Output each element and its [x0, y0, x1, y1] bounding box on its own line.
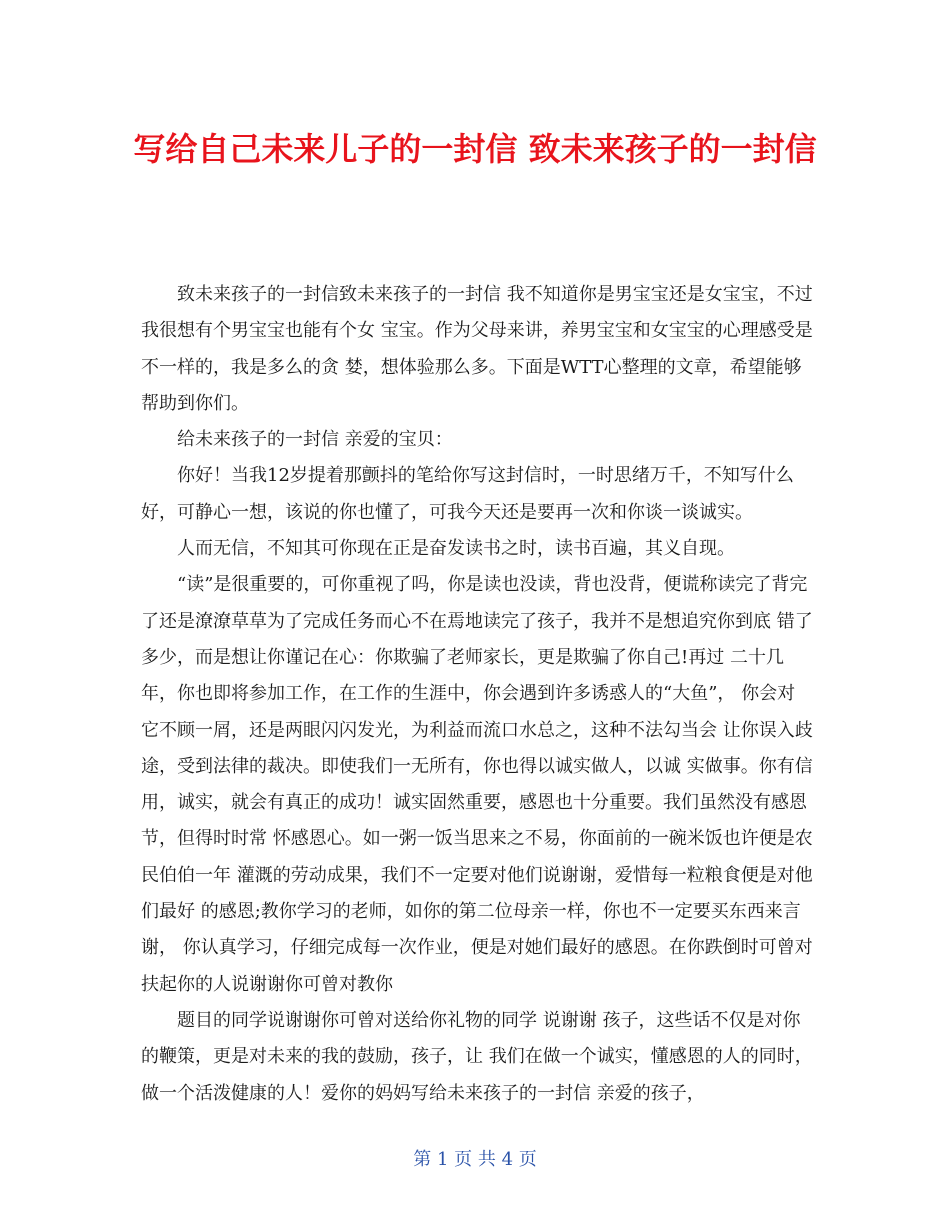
paragraph: 给未来孩子的一封信 亲爱的宝贝： [177, 429, 453, 451]
document-body [141, 277, 813, 1112]
page-footer [0, 1148, 950, 1172]
paragraph: 你好！当我12岁提着那颤抖的笔给你写这封信时，一时思绪万千，不知写什么好，可静心一想，该说的你也懂了，可我今天还是要再一次和你谈一谈诚实。 [141, 465, 794, 523]
paragraph: 题目的同学说谢谢你可曾对送给你礼物的同学 说谢谢 孩子，这些话不仅是对你的鞭策，更是对未来的我的鼓励，孩子，让 我们在做一个诚实，懂感恩的人的同时，做一个活泼健康的人！爱你的妈妈写给未来孩子的一封信 亲爱的孩子， [141, 1009, 813, 1104]
paragraph: 致未来孩子的一封信致未来孩子的一封信 我不知道你是男宝宝还是女宝宝，不过我很想有个男宝宝也能有个女 宝宝。作为父母来讲，养男宝宝和女宝宝的心理感受是不一样的，我是多么的贪 婪，想体验那么多。下面是WTT心整理的文章，希望能够帮助到你们。 [141, 284, 813, 414]
footer-suffix: 页 [518, 1149, 537, 1170]
footer-current-page: 1 [436, 1149, 449, 1170]
footer-total-pages: 4 [501, 1149, 514, 1170]
document-title: 写给自己未来儿子的一封信 致未来孩子的一封信 [133, 130, 817, 168]
footer-total-prefix: 共 [477, 1149, 496, 1170]
paragraph: 人而无信，不知其可你现在正是奋发读书之时，读书百遍，其义自现。 [177, 538, 735, 560]
footer-page-word: 页 [454, 1149, 473, 1170]
footer-prefix: 第 [413, 1149, 432, 1170]
paragraph: “读”是很重要的，可你重视了吗，你是读也没读，背也没背，便谎称读完了背完 了还是潦潦草草为了完成任务而心不在焉地读完了孩子，我并不是想追究你到底 错了多少，而是想让你谨记在心：你欺骗了老师家长，更是欺骗了你自己!再过 二十几年，你也即将参加工作，在工作的生涯中，你会遇到许多诱惑人的“大鱼”， 你会对它不顾一屑，还是两眼闪闪发光，为利益而流口水总之，这种不法勾当会 让你误入歧途，受到法律的裁决。即使我们一无所有，你也得以诚实做人，以诚 实做事。你有信用，诚实，就会有真正的成功！诚实固然重要，感恩也十分重要。我们虽然没有感恩节，但得时时常 怀感恩心。如一粥一饭当思来之不易，你面前的一碗米饭也许便是农民伯伯一年 灌溉的劳动成果，我们不一定要对他们说谢谢，爱惜每一粒粮食便是对他们最好 的感恩;教你学习的老师，如你的第二位母亲一样，你也不一定要买东西来言谢， 你认真学习，仔细完成每一次作业，便是对她们最好的感恩。在你跌倒时可曾对 扶起你的人说谢谢你可曾对教你 [141, 574, 813, 995]
